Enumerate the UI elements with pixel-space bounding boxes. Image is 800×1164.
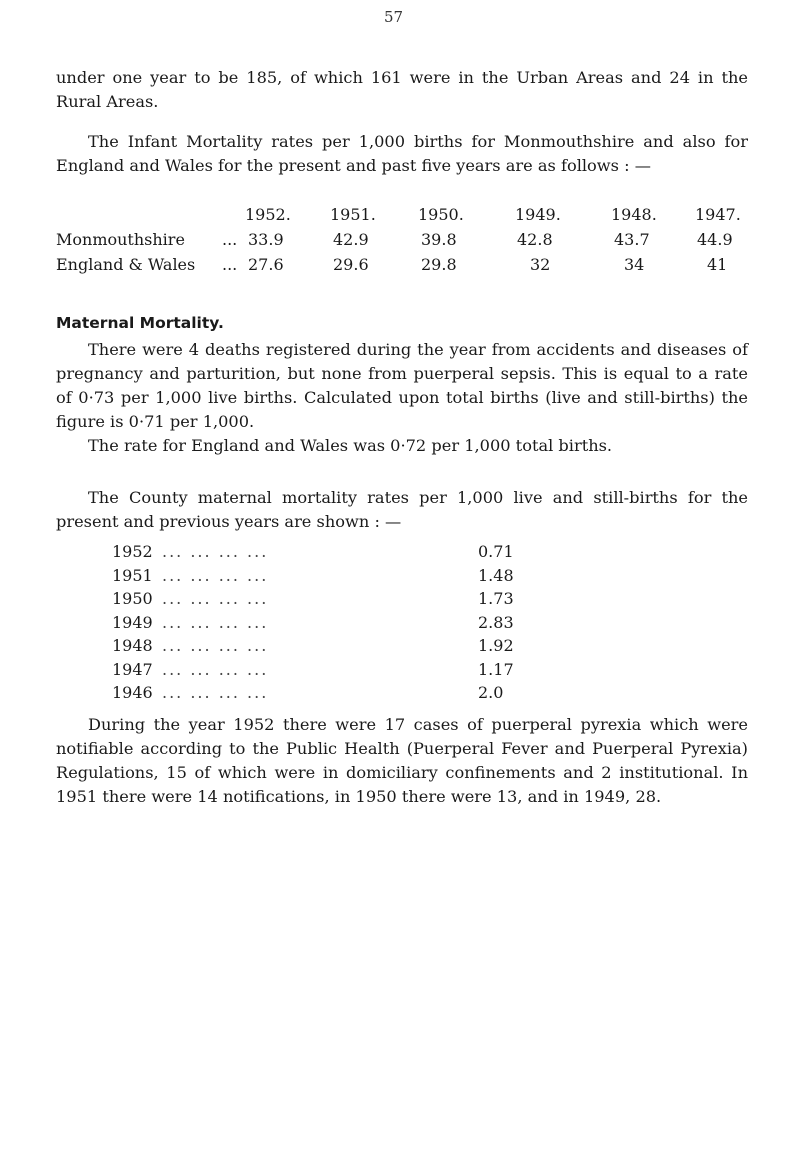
year-header: 1950. xyxy=(418,205,464,224)
paragraph-infant-mortality-intro: The Infant Mortality rates per 1,000 births for Monmouthshire and also for England and Wales for the present and past five years are as follows : — xyxy=(56,132,748,175)
rate-year: 1948 xyxy=(112,636,153,655)
row-label: Monmouthshire xyxy=(56,230,185,249)
table-value: 33.9 xyxy=(248,230,284,249)
page-number: 57 xyxy=(384,8,404,26)
rate-value: 1.48 xyxy=(478,565,514,585)
rate-year: 1947 xyxy=(112,659,153,679)
rate-value: 0.71 xyxy=(478,542,514,561)
year-header: 1951. xyxy=(330,205,376,224)
paragraph-county-rates-intro: The County maternal mortality rates per 1,000 live and still-births for the present and previous years are shown : — xyxy=(56,488,748,531)
table-value: 44.9 xyxy=(697,230,733,249)
paragraph-england-wales-rate: The rate for England and Wales was 0·72 per 1,000 total births. xyxy=(88,436,613,455)
section-heading-maternal-mortality: Maternal Mortality. xyxy=(56,314,224,332)
table-row xyxy=(112,566,712,590)
rate-year: 1946 xyxy=(112,683,153,702)
table-row xyxy=(112,636,712,660)
paragraph-puerperal-pyrexia: During the year 1952 there were 17 cases of puerperal pyrexia which were notifiable according to the Public Health (Puerperal Fever and Puerperal Pyrexia) Regulations, 15 of which were in domiciliary confinements and 2 institutional. In 1951 there were 14 notifications, in 1950 there were 13, and in 1949, 28. xyxy=(56,715,748,806)
rate-value: 1.17 xyxy=(478,659,514,679)
leader-dots: ... ... ... ... xyxy=(162,565,269,585)
table-row xyxy=(112,542,712,566)
paragraph-infant-deaths: under one year to be 185, of which 161 were in the Urban Areas and 24 in the Rural Areas. xyxy=(56,68,748,111)
rate-value: 1.92 xyxy=(478,636,514,655)
year-header: 1947. xyxy=(695,205,741,224)
table-value: 42.9 xyxy=(333,230,369,249)
year-header: 1948. xyxy=(611,205,657,224)
year-header: 1952. xyxy=(245,205,291,224)
year-header: 1949. xyxy=(515,205,561,224)
table-row xyxy=(112,683,712,707)
table-value: 27.6 xyxy=(248,255,284,274)
table-row xyxy=(112,613,712,637)
infant-mortality-table xyxy=(0,0,800,300)
leader-dots: ... ... ... ... xyxy=(162,542,269,561)
row-dots: ... xyxy=(222,255,238,274)
leader-dots: ... ... ... ... xyxy=(162,636,269,655)
maternal-rates-table xyxy=(112,542,712,707)
table-value: 29.6 xyxy=(333,255,369,274)
table-value: 41 xyxy=(707,255,728,274)
table-value: 42.8 xyxy=(517,230,553,249)
rate-year: 1952 xyxy=(112,542,153,561)
rate-year: 1949 xyxy=(112,612,153,632)
rate-value: 2.83 xyxy=(478,612,514,632)
table-value: 43.7 xyxy=(614,230,650,249)
rate-value: 1.73 xyxy=(478,589,514,608)
table-row xyxy=(112,589,712,613)
rate-year: 1950 xyxy=(112,589,153,608)
table-value: 29.8 xyxy=(421,255,457,274)
paragraph-maternal-deaths: There were 4 deaths registered during the year from accidents and diseases of pregnancy and parturition, but none from puerperal sepsis. This is equal to a rate of 0·73 per 1,000 live births. Calculated upon total births (live and still-births) the figure is 0·71 per 1,000. xyxy=(56,340,748,431)
rate-value: 2.0 xyxy=(478,683,504,702)
leader-dots: ... ... ... ... xyxy=(162,683,269,702)
table-value: 32 xyxy=(530,255,551,274)
table-value: 34 xyxy=(624,255,645,274)
rate-year: 1951 xyxy=(112,565,153,585)
table-value: 39.8 xyxy=(421,230,457,249)
row-label: England & Wales xyxy=(56,255,196,274)
leader-dots: ... ... ... ... xyxy=(162,612,269,632)
table-row xyxy=(112,660,712,684)
row-dots: ... xyxy=(222,230,238,249)
leader-dots: ... ... ... ... xyxy=(162,589,269,608)
leader-dots: ... ... ... ... xyxy=(162,659,269,679)
